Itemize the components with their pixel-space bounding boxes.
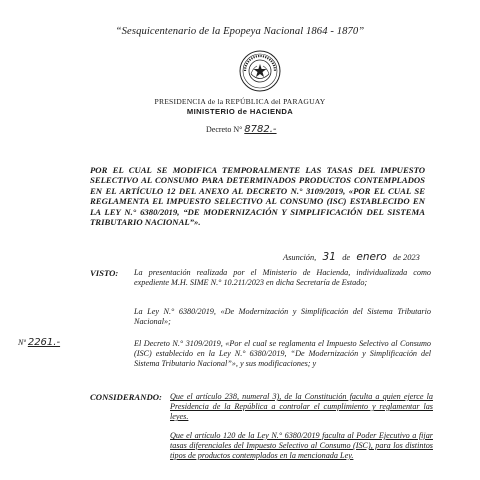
considerando-paragraph-1: Que el artículo 238, numeral 3), de la Constitución faculta a quien ejerce la Presidencia de la República a controlar el cumplimiento y reglamentar las leyes. [170, 392, 433, 421]
ministry-line: MINISTERIO de HACIENDA [186, 107, 294, 116]
date-de-2: de [393, 253, 401, 262]
decree-title: POR EL CUAL SE MODIFICA TEMPORALMENTE LAS TASAS DEL IMPUESTO SELECTIVO AL CONSUMO PARA DETERMINADOS PRODUCTOS CONTEMPLADOS EN EL ARTÍCULO 12 DEL ANEXO AL DECRETO N.° 3109/2019, «POR EL CUAL SE REGLAMENTA EL IMPUESTO SELECTIVO AL CONSUMO (ISC) ESTABLECIDO EN LA LEY N.° 6380/2019, “DE MODERNIZACIÓN Y SIMPLIFICACIÓN DEL SISTEMA TRIBUTARIO NACIONAL”». [90, 165, 425, 228]
decree-label: Decreto N° [206, 125, 243, 134]
presidency-line: PRESIDENCIA de la REPÚBLICA del PARAGUAY [154, 97, 326, 106]
visto-paragraph-2: La Ley N.° 6380/2019, «De Modernización y Simplificación del Sistema Tributario Nacional»; [134, 307, 431, 326]
date-month: enero [356, 251, 387, 263]
date-de-1: de [342, 253, 351, 262]
considerando-label: CONSIDERANDO: [90, 392, 162, 402]
considerando-paragraph-2: Que el artículo 120 de la Ley N.° 6380/2019 faculta al Poder Ejecutivo a fijar tasas diferenciales del Impuesto Selectivo al Consumo (ISC), para los distintos tipos de productos contemplados en la mencionada Ley. [170, 431, 433, 460]
margin-number-value: 2261.- [27, 337, 61, 348]
date-day: 31 [322, 251, 336, 263]
decree-number-line [206, 124, 277, 135]
margin-number [18, 337, 60, 348]
date-year: 2023 [403, 253, 420, 262]
visto-paragraph-3: El Decreto N.° 3109/2019, «Por el cual se reglamenta el Impuesto Selectivo al Consumo (ISC) establecido en la Ley N.° 6380/2019, “De Modernización y Simplificación del Sistema Tributario Nacional”», y sus modificaciones; y [134, 339, 431, 368]
margin-number-label: Nº [18, 338, 26, 347]
national-seal-icon [239, 50, 281, 92]
visto-label: VISTO: [90, 268, 119, 278]
date-line [283, 251, 420, 263]
date-place: Asunción, [283, 253, 317, 262]
decree-number: 8782.- [244, 124, 277, 135]
header-motto: “Sesquicentenario de la Epopeya Nacional 1864 - 1870” [115, 26, 365, 37]
visto-paragraph-1: La presentación realizada por el Ministerio de Hacienda, individualizada como expediente M.H. SIME N.° 10.211/2023 en dicha Secretaría de Estado; [134, 268, 431, 287]
